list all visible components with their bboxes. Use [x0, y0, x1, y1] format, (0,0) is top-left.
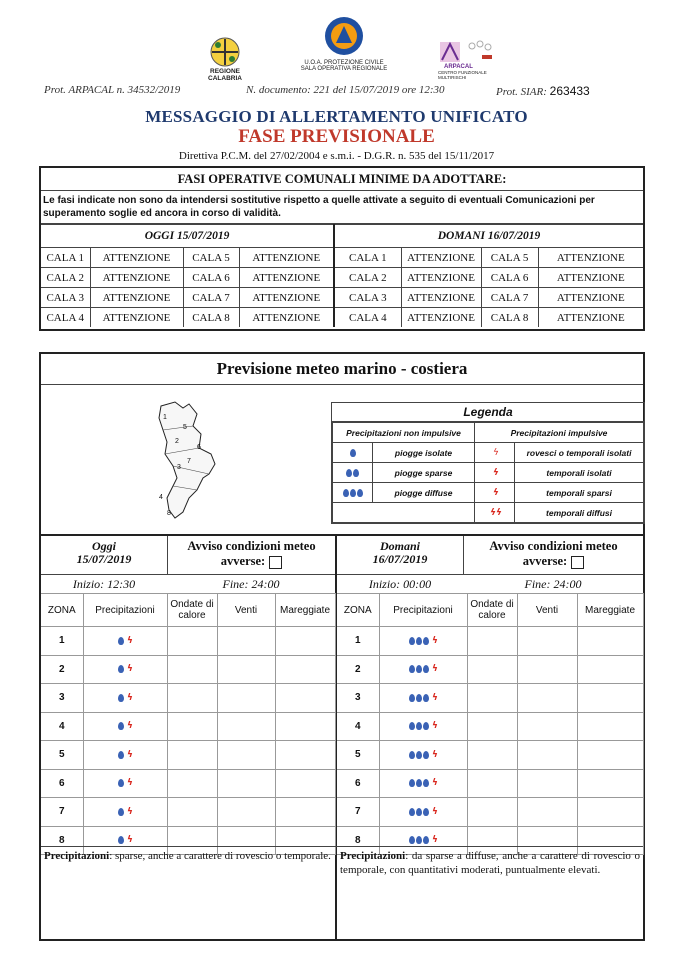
legenda — [331, 402, 645, 524]
rain-drop-icon — [409, 836, 415, 844]
precipitation-cell — [83, 769, 167, 798]
empty-cell — [167, 712, 217, 741]
legenda-drop1 — [333, 443, 373, 463]
zone-number: 2 — [41, 655, 83, 684]
cala-phase: ATTENZIONE — [90, 248, 183, 268]
domani-avviso-checkbox[interactable] — [571, 556, 584, 569]
oggi-label: Oggi — [92, 539, 116, 553]
rain-drop-icon — [346, 469, 352, 477]
lightning-icon: ϟ — [127, 749, 133, 760]
precipitation-cell — [83, 627, 167, 656]
legenda-title: Legenda — [332, 403, 644, 422]
map-label-2: 2 — [175, 438, 179, 445]
precipitation-cell — [83, 741, 167, 770]
cala-name: CALA 6 — [183, 268, 239, 288]
lightning-icon: ϟ — [432, 749, 438, 760]
lightning-icon: ϟ — [432, 635, 438, 646]
prot-siar-label: Prot. SIAR: — [496, 86, 547, 98]
empty-cell — [467, 712, 517, 741]
directive-reference: Direttiva P.C.M. del 27/02/2004 e s.m.i. - D.G.R. n. 535 del 15/11/2017 — [178, 150, 495, 162]
table-row — [337, 684, 643, 713]
cala-phase: ATTENZIONE — [401, 268, 481, 288]
rain-drop-icon — [416, 751, 422, 759]
cala-phase: ATTENZIONE — [538, 288, 643, 308]
domani-zone-table — [337, 593, 644, 855]
lightning-icon: ϟ — [432, 721, 438, 732]
rain-drop-icon — [409, 722, 415, 730]
rain-drop-icon — [118, 694, 124, 702]
lightning-icon: ϟ — [127, 721, 133, 732]
lightning-icon: ϟ — [127, 692, 133, 703]
map-label-3: 3 — [177, 464, 181, 471]
empty-cell — [517, 627, 577, 656]
cala-name: CALA 6 — [481, 268, 538, 288]
rain-drop-icon — [423, 808, 429, 816]
rain-drop-icon — [409, 637, 415, 645]
empty-cell — [517, 798, 577, 827]
lightning-icon: ϟ — [127, 835, 133, 846]
rain-drop-icon — [118, 722, 124, 730]
legenda-rovesci: rovesci o temporali isolati — [515, 443, 644, 463]
rain-drop-icon — [423, 779, 429, 787]
empty-cell — [217, 769, 275, 798]
empty-cell — [517, 684, 577, 713]
empty-cell — [467, 798, 517, 827]
legenda-temporali-sparsi: temporali sparsi — [515, 483, 644, 503]
legenda-col2: Precipitazioni impulsive — [475, 423, 644, 443]
domani-col-header: Ondate di calore — [467, 594, 517, 627]
cala-name: CALA 8 — [481, 308, 538, 328]
arpacal-text1: ARPACAL — [444, 64, 473, 70]
map-label-4: 4 — [159, 494, 163, 501]
cala-phase: ATTENZIONE — [401, 248, 481, 268]
oggi-panel — [41, 536, 335, 855]
oggi-col-header: Precipitazioni — [83, 594, 167, 627]
calabria-map — [153, 394, 223, 524]
empty-cell — [275, 741, 335, 770]
empty-cell — [167, 769, 217, 798]
empty-cell — [517, 741, 577, 770]
empty-cell — [467, 684, 517, 713]
lightning-icon: ϟ — [432, 835, 438, 846]
lightning-icon: ϟ — [127, 806, 133, 817]
rain-drop-icon — [409, 694, 415, 702]
rain-drop-icon — [343, 489, 349, 497]
table-row — [337, 712, 643, 741]
lightning-icon: ϟ — [493, 467, 499, 478]
cala-phase: ATTENZIONE — [90, 288, 183, 308]
rain-drop-icon — [118, 779, 124, 787]
table-row — [337, 769, 643, 798]
precipitation-cell — [83, 684, 167, 713]
oggi-inizio: Inizio: 12:30 — [72, 577, 136, 591]
empty-cell — [275, 712, 335, 741]
oggi-col-header: Mareggiate — [275, 594, 335, 627]
regione-calabria-emblem-icon — [207, 36, 243, 68]
cala-name: CALA 7 — [183, 288, 239, 308]
fasi-note: Le fasi indicate non sono da intendersi sostitutive rispetto a quelle attivate a seguito di eventuali Comunicazioni per superamento soglie ed ancora in corso di validità. — [41, 191, 643, 224]
oggi-header: OGGI 15/07/2019 — [41, 225, 334, 248]
legenda-table — [332, 422, 644, 523]
empty-cell — [275, 798, 335, 827]
zone-number: 1 — [337, 627, 379, 656]
empty-cell — [577, 627, 643, 656]
rain-drop-icon — [118, 836, 124, 844]
rain-drop-icon — [409, 808, 415, 816]
oggi-col-header: ZONA — [41, 594, 83, 627]
rain-drop-icon — [416, 836, 422, 844]
rain-drop-icon — [416, 694, 422, 702]
empty-cell — [467, 769, 517, 798]
domani-note-text: : da sparse a diffuse, anche a carattere di rovescio o temporale, con quantitativi moderati, puntualmente elevati. — [340, 850, 640, 876]
zone-number: 6 — [41, 769, 83, 798]
empty-cell — [217, 798, 275, 827]
document-title: MESSAGGIO DI ALLERTAMENTO UNIFICATO — [145, 107, 528, 126]
empty-cell — [167, 627, 217, 656]
lightning-icon: ϟ — [432, 664, 438, 675]
rain-drop-icon — [357, 489, 363, 497]
oggi-zone-table — [41, 593, 336, 855]
table-row — [337, 655, 643, 684]
table-row — [41, 627, 335, 656]
cala-name: CALA 1 — [41, 248, 90, 268]
rain-drop-icon — [118, 751, 124, 759]
lightning-double-icon: ϟϟ — [490, 507, 502, 518]
rain-drop-icon — [118, 637, 124, 645]
domani-col-header: Precipitazioni — [379, 594, 467, 627]
oggi-avviso-checkbox[interactable] — [269, 556, 282, 569]
oggi-fine: Fine: 24:00 — [222, 577, 280, 591]
cala-name: CALA 5 — [183, 248, 239, 268]
cala-name: CALA 3 — [334, 288, 401, 308]
cala-name: CALA 2 — [41, 268, 90, 288]
domani-header: DOMANI 16/07/2019 — [334, 225, 643, 248]
domani-col-header: Venti — [517, 594, 577, 627]
empty-cell — [467, 655, 517, 684]
fasi-row — [41, 308, 643, 328]
empty-cell — [167, 798, 217, 827]
empty-cell — [217, 712, 275, 741]
empty-cell — [275, 655, 335, 684]
previsione-title: Previsione meteo marino - costiera — [41, 354, 643, 385]
zone-number: 5 — [337, 741, 379, 770]
domani-fine: Fine: 24:00 — [524, 577, 582, 591]
lightning-icon: ϟ — [127, 635, 133, 646]
fasi-table — [41, 224, 643, 327]
empty-cell — [577, 741, 643, 770]
protezione-civile-text1: U.O.A. PROTEZIONE CIVILE — [304, 60, 384, 66]
domani-avviso-label: Avviso condizioni meteo avverse: — [489, 539, 618, 568]
arpacal-emblem-icon — [438, 38, 496, 64]
map-label-7: 7 — [187, 458, 191, 465]
empty-cell — [577, 769, 643, 798]
domani-note-label: Precipitazioni — [340, 850, 406, 862]
lightning-icon: ϟ — [127, 664, 133, 675]
precipitation-cell — [379, 741, 467, 770]
oggi-avviso-label: Avviso condizioni meteo avverse: — [187, 539, 316, 568]
lightning-outline-icon: ϟ — [493, 447, 499, 458]
fasi-heading: FASI OPERATIVE COMUNALI MINIME DA ADOTTARE: — [41, 168, 643, 191]
table-row — [337, 741, 643, 770]
empty-cell — [467, 741, 517, 770]
fasi-operative-box — [39, 166, 645, 331]
rain-drop-icon — [350, 489, 356, 497]
empty-cell — [577, 684, 643, 713]
previsione-box — [39, 352, 645, 941]
document-subtitle: FASE PREVISIONALE — [238, 126, 435, 147]
legenda-col1: Precipitazioni non impulsive — [333, 423, 475, 443]
zone-number: 3 — [337, 684, 379, 713]
domani-col-header: ZONA — [337, 594, 379, 627]
empty-cell — [577, 798, 643, 827]
prot-siar-value: 263433 — [549, 84, 590, 98]
legenda-piogge-isolate: piogge isolate — [373, 443, 475, 463]
oggi-note — [44, 850, 332, 864]
precipitation-cell — [379, 627, 467, 656]
protezione-civile-logo — [296, 16, 392, 72]
oggi-note-label: Precipitazioni — [44, 850, 110, 862]
cala-phase: ATTENZIONE — [401, 288, 481, 308]
rain-drop-icon — [416, 722, 422, 730]
zone-number: 2 — [337, 655, 379, 684]
cala-phase: ATTENZIONE — [239, 268, 334, 288]
table-row — [41, 798, 335, 827]
map-label-8: 8 — [167, 510, 171, 517]
rain-drop-icon — [409, 665, 415, 673]
regione-calabria-text: REGIONE CALABRIA — [208, 68, 242, 82]
oggi-date: 15/07/2019 — [76, 552, 132, 566]
rain-drop-icon — [416, 808, 422, 816]
lightning-icon: ϟ — [493, 487, 499, 498]
rain-drop-icon — [350, 449, 356, 457]
cala-name: CALA 2 — [334, 268, 401, 288]
table-row — [41, 684, 335, 713]
zone-number: 7 — [41, 798, 83, 827]
fasi-row — [41, 268, 643, 288]
arpacal-text2: CENTRO FUNZIONALE MULTIRISCHI — [438, 70, 487, 80]
rain-drop-icon — [423, 665, 429, 673]
empty-cell — [217, 684, 275, 713]
lightning-icon: ϟ — [127, 778, 133, 789]
rain-drop-icon — [416, 779, 422, 787]
table-row — [41, 655, 335, 684]
cala-name: CALA 3 — [41, 288, 90, 308]
cala-phase: ATTENZIONE — [401, 308, 481, 328]
table-row — [41, 741, 335, 770]
precipitation-cell — [83, 655, 167, 684]
table-row — [337, 798, 643, 827]
rain-drop-icon — [118, 665, 124, 673]
domani-note — [340, 850, 640, 877]
precipitation-cell — [379, 769, 467, 798]
empty-cell — [217, 741, 275, 770]
empty-cell — [167, 684, 217, 713]
prot-siar — [496, 84, 590, 98]
empty-cell — [517, 769, 577, 798]
domani-date: 16/07/2019 — [372, 552, 428, 566]
rain-drop-icon — [423, 637, 429, 645]
oggi-note-text: : sparse, anche a carattere di rovescio o temporale. — [109, 850, 331, 862]
empty-cell — [577, 712, 643, 741]
zone-number: 1 — [41, 627, 83, 656]
domani-panel — [337, 536, 643, 855]
rain-drop-icon — [423, 722, 429, 730]
empty-cell — [217, 627, 275, 656]
cala-phase: ATTENZIONE — [239, 288, 334, 308]
domani-label: Domani — [379, 539, 420, 553]
cala-phase: ATTENZIONE — [239, 308, 334, 328]
domani-inizio: Inizio: 00:00 — [368, 577, 432, 591]
zone-number: 4 — [41, 712, 83, 741]
cala-phase: ATTENZIONE — [538, 268, 643, 288]
zone-number: 3 — [41, 684, 83, 713]
rain-drop-icon — [416, 637, 422, 645]
regione-calabria-logo — [200, 36, 250, 82]
empty-cell — [217, 655, 275, 684]
lightning-icon: ϟ — [432, 806, 438, 817]
table-row — [41, 712, 335, 741]
document-number: N. documento: 221 del 15/07/2019 ore 12:30 — [246, 84, 445, 96]
empty-cell — [275, 627, 335, 656]
precipitation-cell — [379, 655, 467, 684]
map-label-6: 6 — [197, 444, 201, 451]
zone-number: 4 — [337, 712, 379, 741]
empty-cell — [467, 627, 517, 656]
empty-cell — [167, 741, 217, 770]
oggi-col-header: Venti — [217, 594, 275, 627]
rain-drop-icon — [353, 469, 359, 477]
cala-phase: ATTENZIONE — [90, 308, 183, 328]
cala-name: CALA 7 — [481, 288, 538, 308]
cala-name: CALA 5 — [481, 248, 538, 268]
cala-name: CALA 4 — [41, 308, 90, 328]
cala-name: CALA 1 — [334, 248, 401, 268]
empty-cell — [275, 684, 335, 713]
map-label-1: 1 — [163, 414, 167, 421]
empty-cell — [167, 655, 217, 684]
cala-phase: ATTENZIONE — [538, 308, 643, 328]
zone-number: 8 — [337, 826, 379, 855]
rain-drop-icon — [409, 751, 415, 759]
table-row — [41, 769, 335, 798]
rain-drop-icon — [423, 694, 429, 702]
oggi-col-header: Ondate di calore — [167, 594, 217, 627]
precipitation-cell — [379, 798, 467, 827]
rain-drop-icon — [423, 836, 429, 844]
rain-drop-icon — [416, 665, 422, 673]
lightning-icon: ϟ — [432, 778, 438, 789]
cala-name: CALA 8 — [183, 308, 239, 328]
rain-drop-icon — [423, 751, 429, 759]
legenda-piogge-sparse: piogge sparse — [373, 463, 475, 483]
precipitation-cell — [379, 712, 467, 741]
precipitation-cell — [83, 798, 167, 827]
map-label-5: 5 — [183, 424, 187, 431]
empty-cell — [577, 655, 643, 684]
arpacal-logo — [438, 38, 496, 80]
empty-cell — [517, 655, 577, 684]
empty-cell — [275, 769, 335, 798]
zone-number: 8 — [41, 826, 83, 855]
protezione-civile-emblem-icon — [323, 16, 365, 56]
protezione-civile-text2: SALA OPERATIVA REGIONALE — [300, 66, 388, 72]
rain-drop-icon — [409, 779, 415, 787]
legenda-piogge-diffuse: piogge diffuse — [373, 483, 475, 503]
table-row — [337, 627, 643, 656]
cala-phase: ATTENZIONE — [239, 248, 334, 268]
cala-phase: ATTENZIONE — [538, 248, 643, 268]
zone-number: 6 — [337, 769, 379, 798]
prot-arpacal: Prot. ARPACAL n. 34532/2019 — [44, 84, 181, 96]
rain-drop-icon — [118, 808, 124, 816]
legenda-temporali-diffusi: temporali diffusi — [515, 503, 644, 523]
zone-number: 5 — [41, 741, 83, 770]
cala-name: CALA 4 — [334, 308, 401, 328]
precipitation-cell — [83, 712, 167, 741]
fasi-row — [41, 248, 643, 268]
fasi-row — [41, 288, 643, 308]
empty-cell — [517, 712, 577, 741]
zone-number: 7 — [337, 798, 379, 827]
domani-col-header: Mareggiate — [577, 594, 643, 627]
precipitation-cell — [379, 684, 467, 713]
lightning-icon: ϟ — [432, 692, 438, 703]
legenda-temporali-isolati: temporali isolati — [515, 463, 644, 483]
cala-phase: ATTENZIONE — [90, 268, 183, 288]
